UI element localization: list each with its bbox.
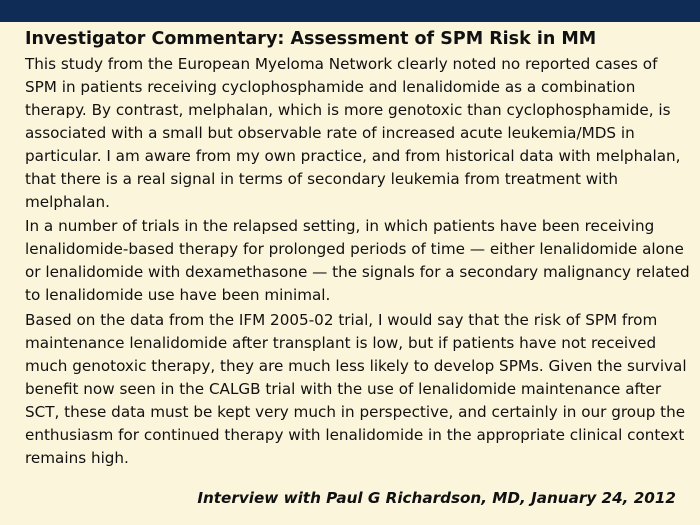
commentary-paragraph-2: In a number of trials in the relapsed setting, in which patients have been receiving lenalidomide-based therapy for prolonged periods of time — either lenalidomide alone or lenalidomide with dexamethasone — the signals for a secondary malignancy related to lenalidomide use have been minimal. xyxy=(25,217,690,304)
slide-title: Investigator Commentary: Assessment of SPM Risk in MM xyxy=(25,29,597,49)
interview-attribution: Interview with Paul G Richardson, MD, January 24, 2012 xyxy=(197,489,676,507)
top-banner xyxy=(0,0,700,22)
slide-content xyxy=(0,22,700,525)
commentary-paragraph-3: Based on the data from the IFM 2005-02 trial, I would say that the risk of SPM from maintenance lenalidomide after transplant is low, but if patients have not received much genotoxic therapy, they are much less likely to develop SPMs. Given the survival benefit now seen in the CALGB trial with the use of lenalidomide maintenance after SCT, these data must be kept very much in perspective, and certainly in our group the enthusiasm for continued therapy with lenalidomide in the appropriate clinical context remains high. xyxy=(25,311,687,467)
commentary-paragraph-1: This study from the European Myeloma Network clearly noted no reported cases of SPM in patients receiving cyclophosphamide and lenalidomide as a combination therapy. By contrast, melphalan, which is more genotoxic than cyclophosphamide, is associated with a small but observable rate of increased acute leukemia/MDS in particular. I am aware from my own practice, and from historical data with melphalan, that there is a real signal in terms of secondary leukemia from treatment with melphalan. xyxy=(25,55,681,211)
